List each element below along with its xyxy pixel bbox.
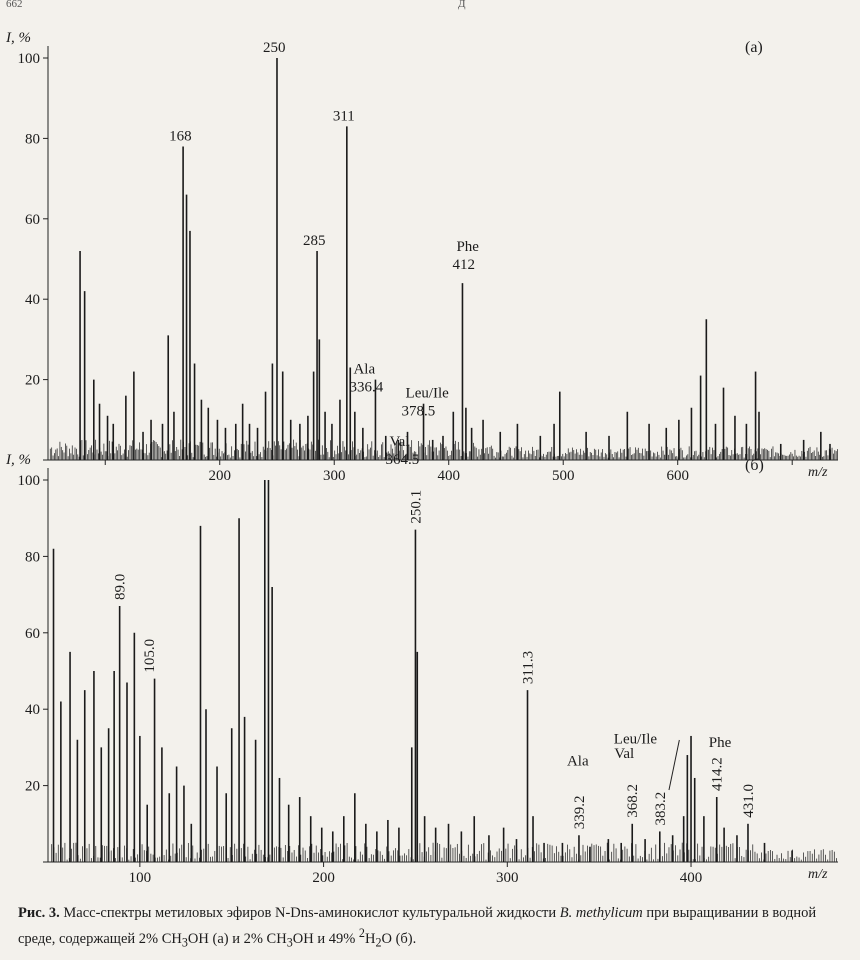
y-tick-label-a: 60 [25, 211, 40, 228]
caption-text4: OH и 49% [292, 930, 359, 947]
y-tick-label-b: 100 [17, 473, 40, 489]
peak-name-label: Leu/Ile [613, 731, 658, 748]
peak-name-label: Phe [708, 735, 732, 752]
x-tick-label-a: 600 [666, 468, 689, 484]
y-tick-label-b: 80 [25, 549, 40, 566]
y-tick-label-a: 20 [25, 372, 40, 389]
y-tick-label-a: 40 [25, 292, 40, 309]
peak-mz-label: 378.5 [401, 403, 436, 420]
peak-mz-label: 336.4 [349, 379, 384, 396]
caption-sub-b: 3 [286, 935, 293, 950]
y-tick-label-b: 60 [25, 625, 40, 642]
peak-mz-label: 383.2 [652, 791, 669, 826]
x-axis-label-b: m/z [808, 867, 828, 882]
peak-mz-label: 364.5 [385, 451, 420, 468]
peak-mz-label: 311 [332, 108, 355, 125]
caption-text6: O (б). [381, 930, 417, 947]
peak-mz-label: 168 [169, 128, 192, 145]
page-number: 662 [6, 0, 23, 10]
caption-text1: Масс-спектры метиловых эфиров N-Dns-аминокислот культуральной жидкости [59, 905, 560, 921]
caption-text5: H [364, 930, 376, 947]
x-tick-label-b: 200 [312, 870, 335, 886]
caption-sub-a: 3 [181, 935, 188, 950]
caption-organism: B. methylicum [559, 905, 643, 921]
panel-label-b: (б) [745, 457, 764, 474]
caption-text3: OH (а) и 2% CH [187, 930, 287, 947]
peak-mz-label: 412 [452, 257, 475, 274]
x-tick-label-b: 300 [496, 870, 519, 886]
peak-mz-label: 414.2 [709, 757, 726, 792]
y-axis-label-a: I, % [6, 30, 31, 46]
peak-mz-label: 431.0 [740, 784, 757, 818]
figure-caption [18, 903, 848, 953]
x-tick-label-a: 500 [551, 468, 575, 484]
x-tick-label-a: 400 [437, 468, 460, 484]
x-axis-label-a: m/z [808, 465, 828, 480]
peak-mz-label: 89.0 [112, 573, 129, 601]
y-tick-label-b: 40 [25, 702, 40, 719]
peak-mz-label: 339.2 [571, 795, 588, 830]
y-tick-label-b: 20 [25, 778, 40, 795]
leu-ile-leader-line [669, 740, 679, 790]
x-tick-label-b: 400 [679, 870, 703, 886]
page-header-letter: Д [458, 0, 466, 10]
caption-sup: 2 [358, 926, 365, 940]
peak-name-label: Phe [456, 239, 479, 256]
y-axis-label-b: I, % [6, 452, 31, 468]
y-tick-label-a: 80 [25, 131, 40, 148]
x-tick-label-a: 200 [208, 468, 231, 484]
y-tick-label-a: 100 [17, 51, 40, 67]
peak-mz-label: 250 [262, 40, 286, 56]
peak-mz-label: 368.2 [625, 784, 642, 818]
peak-mz-label: 285 [303, 232, 326, 249]
peak-name-label: Leu/Ile [405, 385, 449, 402]
peak-mz-label: 105.0 [142, 638, 159, 673]
caption-label: Рис. 3. [18, 905, 60, 921]
caption-sub-c: 2 [375, 935, 382, 950]
panel-label-a: (а) [745, 39, 763, 56]
x-tick-label-b: 100 [128, 870, 152, 886]
caption-text2: при выращивании в водной среде, содержащей 2% CH [18, 905, 817, 947]
x-tick-label-a: 300 [322, 468, 346, 484]
peak-name-label: Val [389, 433, 410, 450]
peak-name-label: Val [614, 745, 635, 762]
peak-mz-label: 250.1 [408, 489, 425, 524]
peak-name-label: Ala [353, 361, 376, 378]
peak-mz-label: 311.3 [520, 650, 537, 685]
peak-name-label: Ala [566, 753, 589, 770]
